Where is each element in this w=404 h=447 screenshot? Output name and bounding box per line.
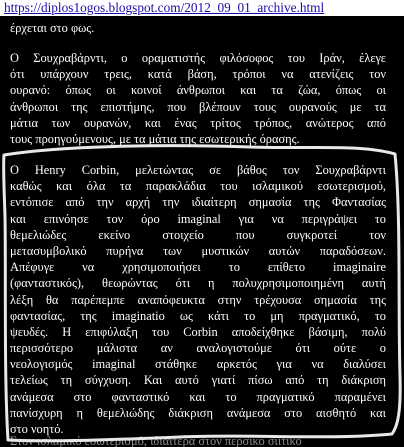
text-line: νεολογισμός imaginal στάθηκε αρκετός για να διαλύσει: [10, 357, 386, 372]
text-line: Απέφυγε να χρησιμοποιήσει το επίθετο imaginaire: [10, 260, 386, 275]
url-bar: [0, 0, 404, 16]
text-line: φαντασίας, της imaginatio ως κάτι το μη πραγματικό, το: [10, 308, 386, 323]
text-line: Ο Σουχραβάρντι, ο οραματιστής φιλόσοφος του Ιράν, έλεγε: [10, 51, 386, 65]
text-line: Στον ισλαμικό εσωτερισμό, ιδιαίτερα στον περσικό σιιτικό: [10, 434, 302, 447]
text-line: λέξη θα παρέπεμπε αναπόφευκτα στην τρέχουσα σημασία της: [10, 292, 386, 307]
text-line: μάτια των ουρανών, και ένας τρίτος τρόπος, ανώτερος από: [10, 115, 386, 130]
text-line: και επινόησε τον όρο imaginal για να περιγράψει το: [10, 211, 386, 226]
page-url-link[interactable]: https://diplos1ogos.blogspot.com/2012_09_01_archive.html: [4, 0, 325, 15]
text-line: πανίσχυρη η θεμελιώδης διάκριση ανάμεσα στο αισθητό και: [10, 405, 386, 420]
text-line: τους προηγούμενους, με τα μάτια της εσωτερικής όρασης.: [10, 131, 300, 146]
paragraph-suhrawardi: [10, 50, 386, 147]
article-top-line: [10, 20, 386, 36]
text-line: έρχεται στο φως.: [10, 21, 95, 35]
text-line: άνθρωποι της επιστήμης, που βλέπουν τους ουρανούς με τα: [10, 99, 386, 114]
text-line: ότι υπάρχουν τρεις, κατά βάση, τρόποι να ατενίζεις τον: [10, 67, 386, 82]
text-line: Ο Henry Corbin, μελετώντας σε βάθος τον Σουχραβάρντι: [10, 163, 386, 177]
paragraph-cutoff: [10, 433, 386, 447]
article-page: [0, 16, 404, 447]
text-line: ουρανό: όπως οι κοινοί άνθρωποι και τα ζώα, όπως οι: [10, 83, 386, 98]
text-line: μετασυμβολικό πυρήνα των μυστικών αυτών παραδόσεων.: [10, 243, 386, 258]
text-line: τελείως τη σύγχυση. Και αυτό γιατί πίσω από τη διάκριση: [10, 373, 386, 388]
text-line: καθώς και όλα τα παρακλάδια του ισλαμικού εσωτερισμού,: [10, 179, 386, 194]
text-line: στο νοητό.: [10, 422, 64, 436]
text-line: (φανταστικός), θεωρώντας ότι η πολυχρησιμοποιημένη αυτή: [10, 276, 386, 291]
text-line: ανάμεσα στο φανταστικό και το πραγματικό παραμένει: [10, 389, 386, 404]
text-line: θεμελιώδες εκείνο στοιχείο που συγκροτεί τον: [10, 227, 386, 242]
paragraph-corbin: [10, 162, 386, 437]
text-line: περισσότερο μάλιστα αν αναλογιστούμε ότι ούτε ο: [10, 341, 386, 356]
text-line: εντόπισε από την αρχή την ιδιαίτερη σημασία της Φαντασίας: [10, 195, 386, 210]
text-line: ψευδές. Η επιφύλαξη του Corbin αποδείχθηκε βάσιμη, πολύ: [10, 324, 386, 339]
